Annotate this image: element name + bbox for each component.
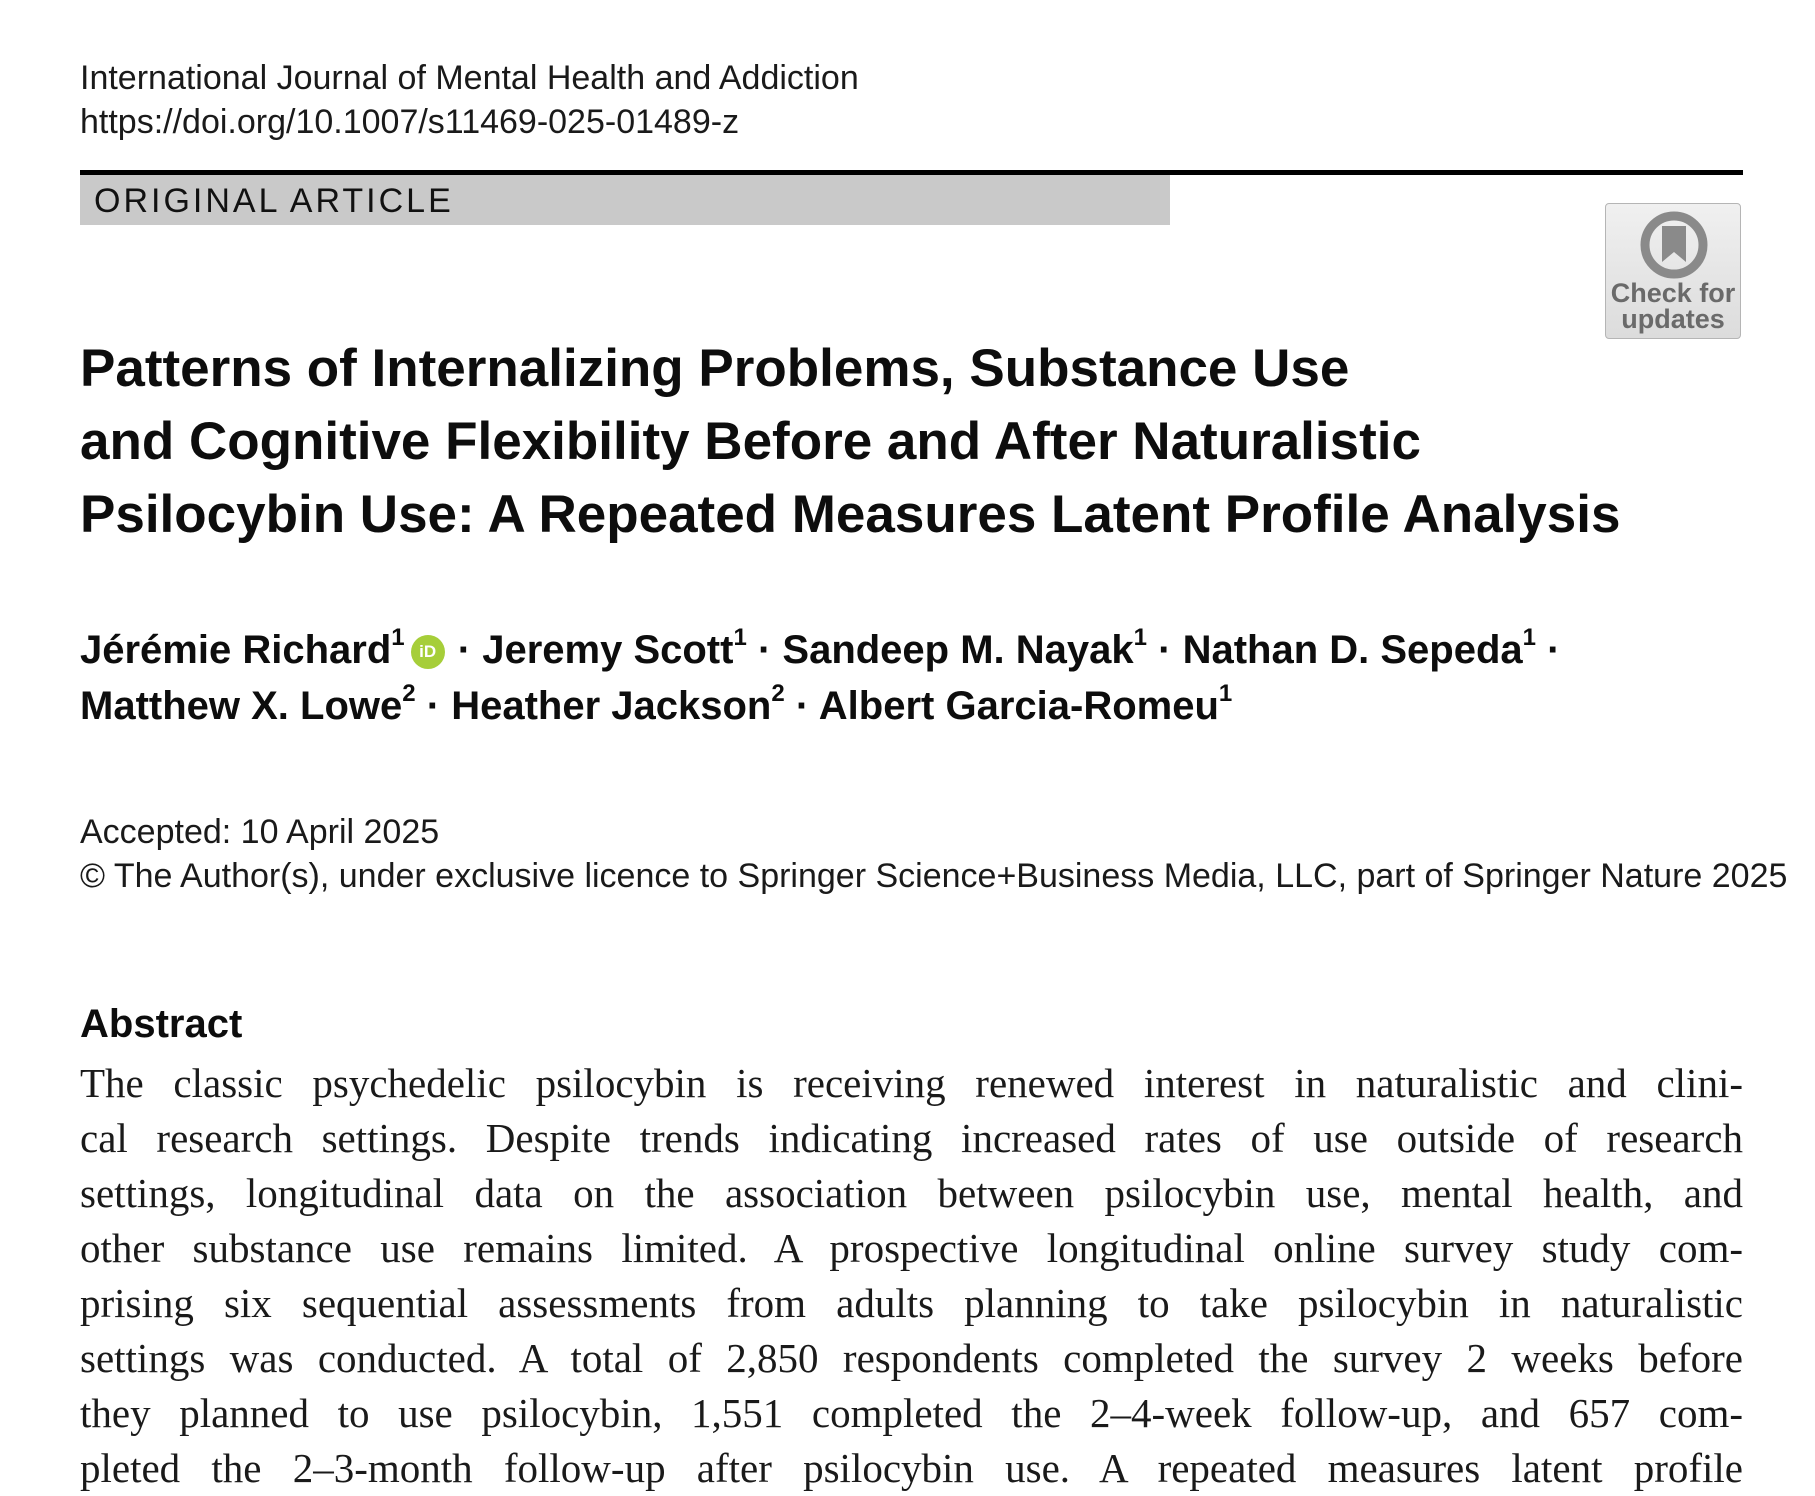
title-line: Patterns of Internalizing Problems, Substance Use [80, 339, 1350, 398]
abstract-line: other substance use remains limited. A prospective longitudinal online survey study com- [80, 1225, 1743, 1271]
affiliation-marker: 1 [1218, 680, 1233, 707]
abstract-line: prising six sequential assessments from adults planning to take psilocybin in naturalistic [80, 1280, 1743, 1326]
author-name[interactable]: Jeremy Scott [482, 628, 734, 672]
author-separator: · [1158, 628, 1172, 672]
author-list [80, 622, 1560, 734]
abstract-line: cal research settings. Despite trends indicating increased rates of use outside of research [80, 1115, 1743, 1161]
check-for-updates-button[interactable] [1605, 203, 1741, 339]
author-separator: · [457, 628, 472, 672]
article-title [80, 332, 1620, 551]
author-name[interactable]: Heather Jackson [451, 684, 772, 728]
affiliation-marker: 1 [391, 624, 405, 651]
author-name[interactable]: Jérémie Richard [80, 628, 392, 672]
affiliation-marker: 2 [771, 680, 785, 707]
crossmark-icon [1636, 210, 1712, 280]
abstract-line: settings was conducted. A total of 2,850 respondents completed the survey 2 weeks before [80, 1335, 1743, 1381]
abstract-line: pleted the 2–3-month follow-up after psilocybin use. A repeated measures latent profile [80, 1445, 1743, 1491]
abstract-heading: Abstract [80, 1002, 243, 1046]
abstract-text [80, 1056, 1743, 1496]
author-separator: · [795, 684, 810, 728]
title-line: Psilocybin Use: A Repeated Measures Latent Profile Analysis [80, 485, 1621, 544]
orcid-icon[interactable]: iD [411, 635, 445, 669]
author-name[interactable]: Sandeep M. Nayak [782, 628, 1134, 672]
accepted-date: Accepted: 10 April 2025 [80, 813, 440, 851]
doi-link[interactable]: https://doi.org/10.1007/s11469-025-01489-z [80, 103, 740, 141]
title-line: and Cognitive Flexibility Before and After Naturalistic [80, 412, 1421, 471]
author-separator: · [426, 684, 441, 728]
affiliation-marker: 1 [733, 624, 747, 651]
affiliation-marker: 2 [402, 680, 416, 707]
abstract-line: they planned to use psilocybin, 1,551 completed the 2–4-week follow-up, and 657 com- [80, 1390, 1743, 1436]
abstract-line: The classic psychedelic psilocybin is receiving renewed interest in naturalistic and clini- [80, 1060, 1743, 1106]
copyright-notice: © The Author(s), under exclusive licence to Springer Science+Business Media, LLC, part of Springer Nature 2025 [80, 857, 1788, 895]
author-line [80, 678, 1560, 734]
article-type-label: ORIGINAL ARTICLE [94, 182, 454, 220]
journal-name: International Journal of Mental Health and Addiction [80, 59, 859, 97]
affiliation-marker: 1 [1133, 624, 1147, 651]
publication-info [80, 810, 1787, 898]
author-separator: · [757, 628, 772, 672]
author-name[interactable]: Matthew X. Lowe [80, 684, 403, 728]
crossmark-label: Check for updates [1610, 278, 1736, 334]
journal-header [80, 56, 859, 144]
affiliation-marker: 1 [1522, 624, 1537, 651]
author-line [80, 622, 1560, 678]
author-name[interactable]: Nathan D. Sepeda [1182, 628, 1523, 672]
abstract-line: settings, longitudinal data on the association between psilocybin use, mental health, and [80, 1170, 1743, 1216]
article-type-banner [80, 175, 1170, 225]
author-name[interactable]: Albert Garcia-Romeu [818, 684, 1219, 728]
author-separator: · [1547, 628, 1561, 672]
